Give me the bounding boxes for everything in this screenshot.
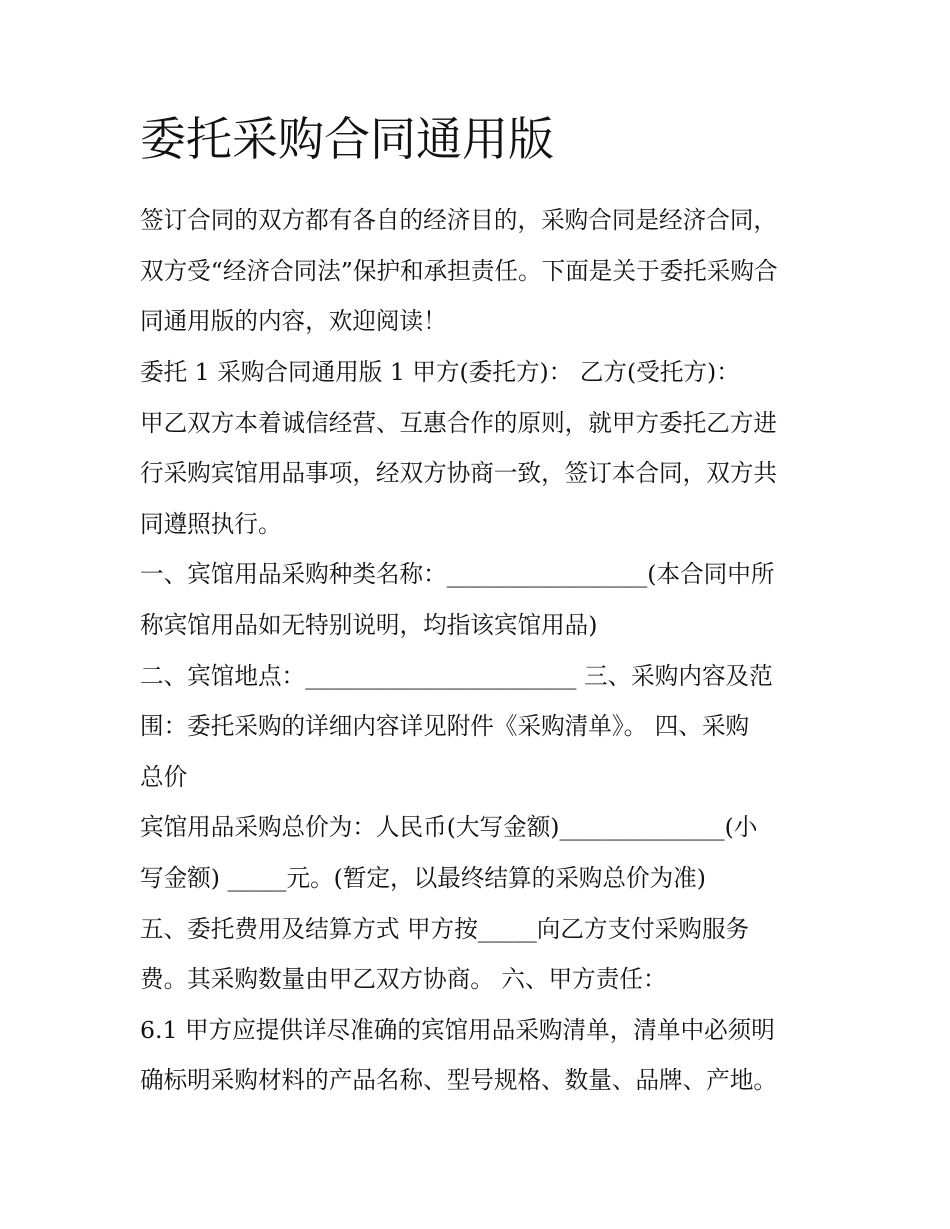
text-line: 称宾馆用品如无特别说明，均指该宾馆用品) (140, 610, 598, 639)
text-line: 双方受“经济合同法”保护和承担责任。下面是关于委托采购合 (140, 256, 778, 285)
text-line: 签订合同的双方都有各自的经济目的，采购合同是经济合同， (140, 206, 778, 235)
text-line: 宾馆用品采购总价为：人民币(大写金额)______________(小 (140, 813, 758, 842)
document-title: 委托采购合同通用版 (140, 112, 554, 166)
text-line: 确标明采购材料的产品名称、型号规格、数量、品牌、产地。 (140, 1066, 778, 1095)
text-line: 二、宾馆地点：_______________________ 三、采购内容及范 (140, 661, 773, 690)
text-line: 同遵照执行。 (140, 509, 282, 538)
document-body (140, 112, 815, 1106)
text-line: 总价 (140, 762, 188, 791)
text-line: 甲乙双方本着诚信经营、互惠合作的原则，就甲方委托乙方进 (140, 408, 778, 437)
text-line: 行采购宾馆用品事项，经双方协商一致，签订本合同，双方共 (140, 459, 778, 488)
text-line: 费。其采购数量由甲乙双方协商。 六、甲方责任： (140, 965, 667, 994)
text-line: 6.1 甲方应提供详尽准确的宾馆用品采购清单，清单中必须明 (140, 1015, 775, 1044)
text-line: 一、宾馆用品采购种类名称：_________________(本合同中所 (140, 560, 775, 589)
text-line: 五、委托费用及结算方式 甲方按_____向乙方支付采购服务 (140, 914, 750, 943)
text-line: 写金额) _____元。(暂定，以最终结算的采购总价为准) (140, 863, 706, 892)
text-line: 委托 1 采购合同通用版 1 甲方(委托方)： 乙方(受托方)： (140, 357, 740, 386)
text-line: 围：委托采购的详细内容详见附件《采购清单》。 四、采购 (140, 712, 750, 741)
text-line: 同通用版的内容，欢迎阅读！ (140, 307, 447, 336)
